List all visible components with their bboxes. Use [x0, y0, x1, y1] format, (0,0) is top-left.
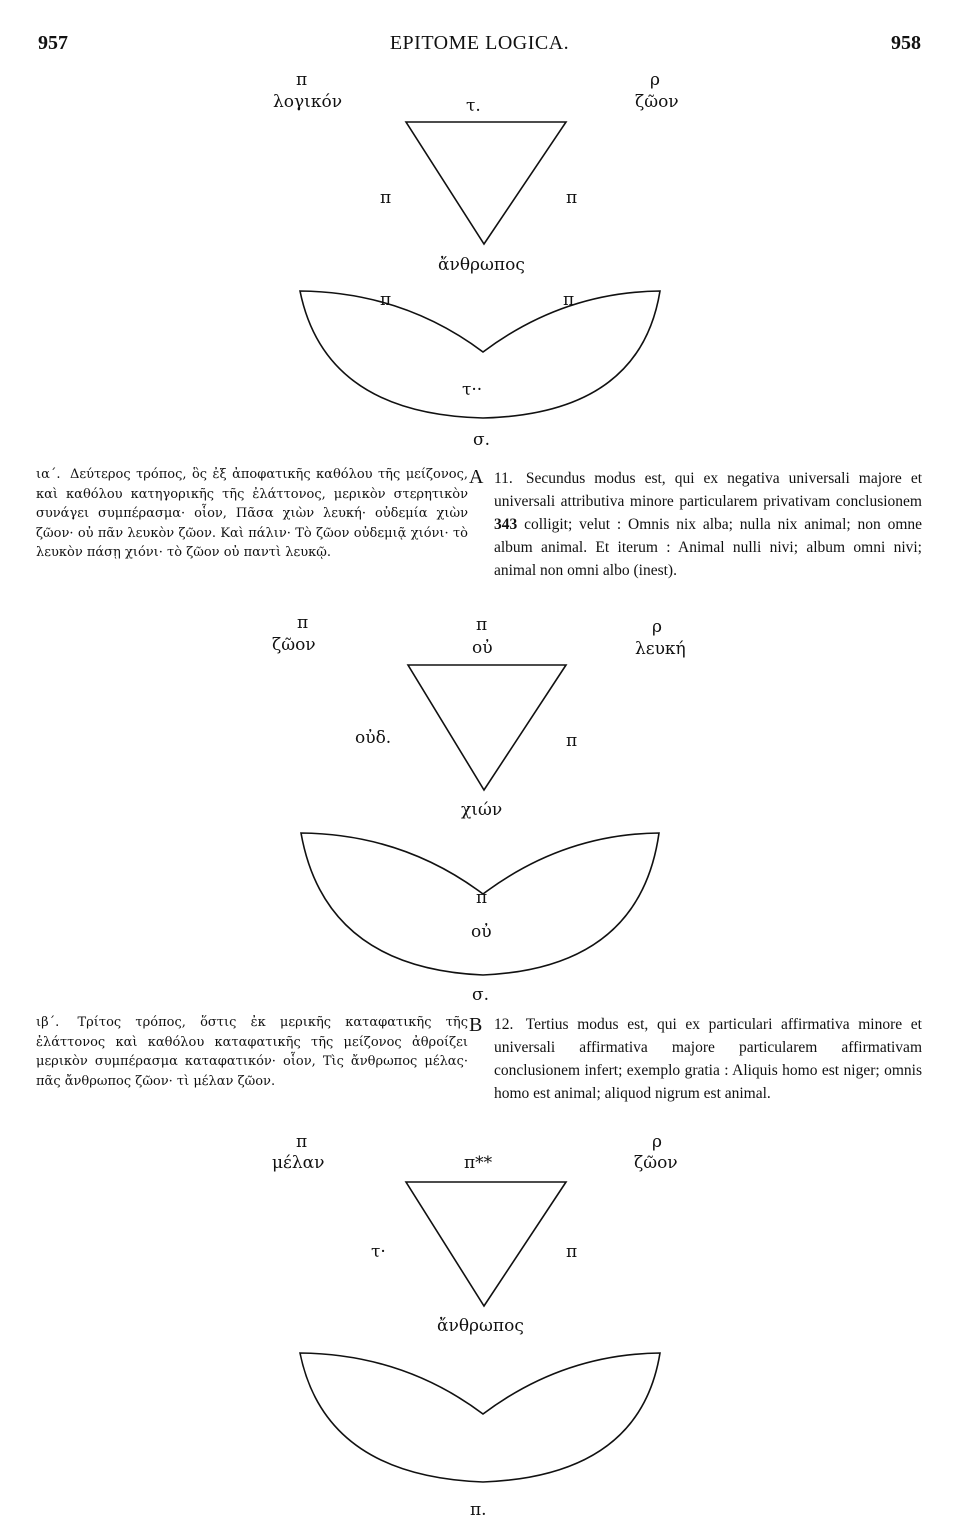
- page-number-right: 958: [891, 32, 921, 54]
- figure1-triangle: [406, 122, 566, 244]
- page-number-left: 957: [38, 32, 68, 54]
- section11-marker: A: [469, 466, 484, 488]
- section11-margin-number: 343: [494, 516, 518, 533]
- figure3-triangle: [406, 1182, 566, 1306]
- figure1-top-left-word: λογικόν: [273, 92, 343, 112]
- figure3-top-left-mark: π: [296, 1132, 308, 1152]
- section12-greek-text: Τρίτος τρόπος, ὅστις ἐκ μερικῆς καταφατικῆς τῆς ἐλάττονος καὶ καθόλου καταφατικῆς τῆς μείζονος ἀθροίζει μερικὸν συμπέρασμα καταφατικόν· οἷον, Τὶς ἄνθρωπος μέλας· πᾶς ἄνθρωπος ζῶον· τὶ μέλαν ζῶον.: [36, 1015, 468, 1089]
- section11-greek-number: ια΄.: [36, 467, 61, 482]
- figure2-triangle: [408, 665, 566, 790]
- figure3-top-right-word: ζῶον: [634, 1153, 678, 1173]
- figure2-top-center-word: οὐ: [472, 638, 493, 658]
- section12-latin: [494, 1013, 922, 1105]
- figure1-top-left-mark: π: [296, 70, 308, 90]
- figure1-arc-center: τ··: [462, 380, 483, 400]
- section11-latin-number: 11.: [494, 470, 513, 487]
- section12-latin-number: 12.: [494, 1016, 514, 1033]
- figure1-bottom: σ.: [473, 430, 491, 450]
- figure3-bottom: π.: [470, 1500, 487, 1520]
- figure1-top-center: τ.: [466, 96, 481, 116]
- figure2-side-left: οὐδ.: [355, 728, 392, 748]
- figure3-top-left-word: μέλαν: [272, 1153, 325, 1173]
- section11-latin: [494, 467, 922, 582]
- section12-greek-number: ιβ΄.: [36, 1015, 60, 1030]
- figure3-lens: [300, 1353, 660, 1482]
- figure2-side-right: π: [566, 731, 578, 751]
- figure2-top-right-word: λευκή: [635, 639, 686, 659]
- figure2-top-center-mark: π: [476, 615, 488, 635]
- section11-greek: [36, 465, 468, 563]
- figure3-apex-word: ἄνθρωπος: [437, 1316, 524, 1336]
- figure2-apex-word: χιών: [461, 800, 503, 820]
- figure2-arc-center-mark: π: [476, 888, 488, 908]
- figure2-top-left-mark: π: [297, 613, 309, 633]
- section11-latin-text-b: colligit; velut : Omnis nix alba; nulla nix animal; non omne album animal. Et iterum : Animal nulli nivi; album omni nivi; animal non omni albo (inest).: [494, 516, 922, 579]
- section12-greek: [36, 1013, 468, 1091]
- figure2-arc-center-word: οὐ: [471, 922, 492, 942]
- section12-latin-text: Tertius modus est, qui ex particulari affirmativa minore et universali affirmativa majore particularem affirmativam conclusionem infert; exemplo gratia : Aliquis homo est niger; omnis homo est animal; aliquod nigrum est animal.: [494, 1016, 922, 1102]
- figure2-top-right-mark: ρ: [652, 617, 662, 637]
- section11-greek-text: Δεύτερος τρόπος, ὃς ἐξ ἀποφατικῆς καθόλου τῆς μείζονος, καὶ καθόλου κατηγορικῆς τῆς ἐλάττονος, μερικὸν στερητικὸν συνάγει συμπέρασμα· οἷον, Πᾶσα χιὼν λευκή· οὐδεμία χιὼν ζῶον· οὐ πᾶν λευκὸν ζῶον. Καὶ πάλιν· Τὸ ζῶον οὐδεμιᾷ χιόνι· τὸ λευκὸν πάσῃ χιόνι· τὸ ζῶον οὐ παντὶ λευκῷ.: [36, 467, 468, 560]
- figure1-arc-right: π: [563, 290, 575, 310]
- section11-latin-text-a: Secundus modus est, qui ex negativa universali majore et universali attributiva minore particularem privativam conclusionem: [494, 470, 923, 510]
- figure1-arc-left: π: [380, 290, 392, 310]
- figure1-apex-word: ἄνθρωπος: [438, 255, 525, 275]
- figure1-side-right: π: [566, 188, 578, 208]
- figure1-top-right-word: ζῶον: [635, 92, 679, 112]
- figure3-top-right-mark: ρ: [652, 1132, 662, 1152]
- figure2-top-left-word: ζῶον: [272, 635, 316, 655]
- running-title: EPITOME LOGICA.: [389, 32, 570, 54]
- figure3-side-right: π: [566, 1242, 578, 1262]
- figure1-side-left: π: [380, 188, 392, 208]
- figure1-top-right-mark: ρ: [650, 70, 660, 90]
- figure2-bottom: σ.: [472, 985, 490, 1005]
- figure3-side-left: τ·: [371, 1242, 386, 1262]
- section12-marker: B: [469, 1014, 483, 1036]
- figure3-top-center: π**: [464, 1153, 493, 1173]
